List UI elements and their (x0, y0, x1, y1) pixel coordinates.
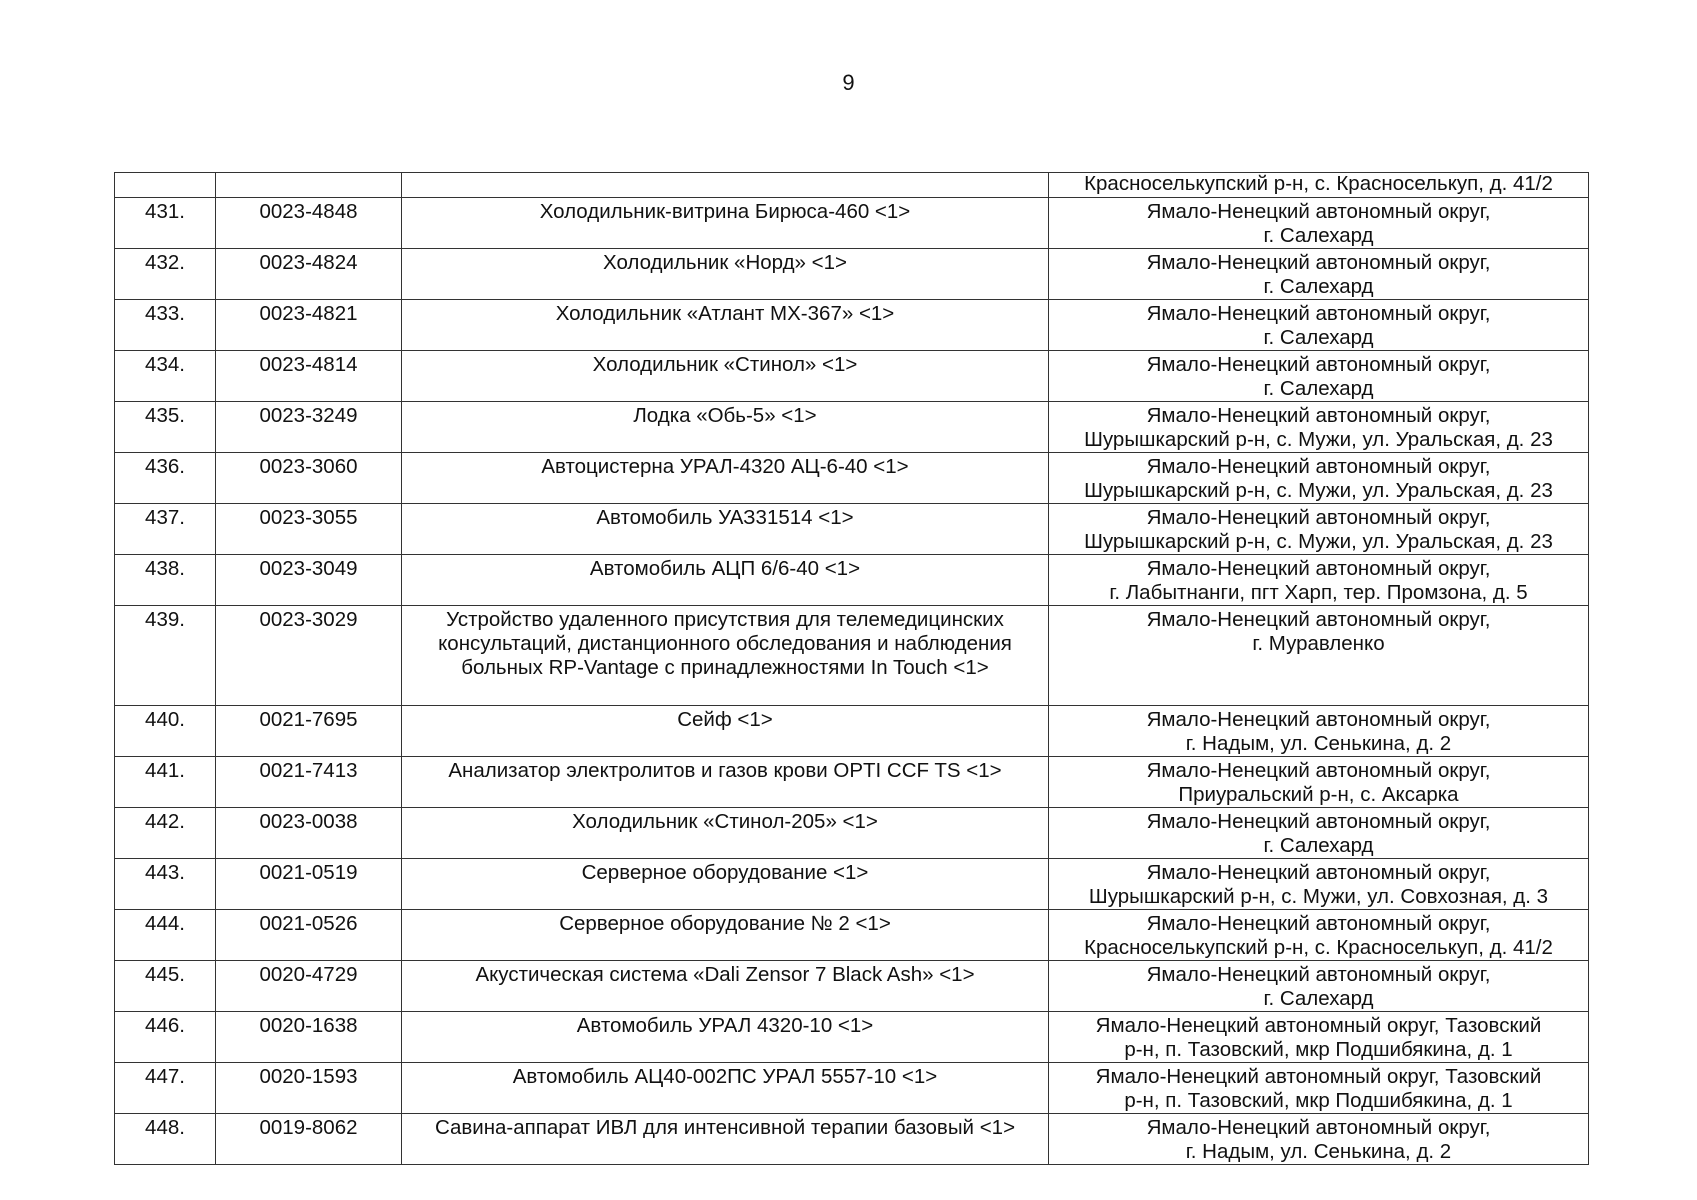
location-line: Шурышкарский р-н, с. Мужи, ул. Уральская, д. 23 (1084, 428, 1553, 451)
location-line: Ямало-Ненецкий автономный округ, (1146, 302, 1491, 325)
cell-num: 442. (115, 808, 216, 859)
cell-num: 433. (115, 300, 216, 351)
table-row (115, 1063, 1589, 1114)
cell-code: 0021-7695 (216, 706, 402, 757)
cell-location (1049, 504, 1589, 555)
table-row-continuation (115, 173, 1589, 198)
cell-code: 0023-4824 (216, 249, 402, 300)
cell-name: Анализатор электролитов и газов крови OPTI CCF TS <1> (402, 757, 1049, 808)
location-line: Ямало-Ненецкий автономный округ, (1146, 608, 1491, 631)
table-row (115, 961, 1589, 1012)
cell-num: 440. (115, 706, 216, 757)
cell-code: 0023-3249 (216, 402, 402, 453)
cell-location (1049, 1114, 1589, 1165)
cell-location (1049, 402, 1589, 453)
cell-location (1049, 757, 1589, 808)
location-line: Шурышкарский р-н, с. Мужи, ул. Уральская, д. 23 (1084, 479, 1553, 502)
cell-location (1049, 808, 1589, 859)
cell-name: Савина-аппарат ИВЛ для интенсивной терапии базовый <1> (402, 1114, 1049, 1165)
cell-code (216, 173, 402, 198)
location-line: г. Салехард (1263, 224, 1374, 247)
table-row (115, 198, 1589, 249)
table-row (115, 859, 1589, 910)
location-line: Ямало-Ненецкий автономный округ, (1146, 506, 1491, 529)
page-number: 9 (842, 70, 855, 95)
cell-name: Холодильник «Атлант МХ-367» <1> (402, 300, 1049, 351)
cell-num: 435. (115, 402, 216, 453)
table-row (115, 757, 1589, 808)
location-line: Ямало-Ненецкий автономный округ, Тазовский (1095, 1014, 1542, 1037)
cell-num: 447. (115, 1063, 216, 1114)
location-line: г. Муравленко (1252, 632, 1385, 655)
table-row (115, 402, 1589, 453)
location-line: Шурышкарский р-н, с. Мужи, ул. Уральская, д. 23 (1084, 530, 1553, 553)
cell-location (1049, 910, 1589, 961)
location-line: г. Надым, ул. Сенькина, д. 2 (1185, 732, 1452, 755)
cell-num: 444. (115, 910, 216, 961)
cell-name: Автомобиль АЦП 6/6-40 <1> (402, 555, 1049, 606)
cell-name: Автомобиль УАЗ31514 <1> (402, 504, 1049, 555)
location-line: Ямало-Ненецкий автономный округ, (1146, 708, 1491, 731)
cell-location (1049, 1012, 1589, 1063)
location-line: г. Салехард (1263, 275, 1374, 298)
cell-num: 434. (115, 351, 216, 402)
cell-code: 0023-3049 (216, 555, 402, 606)
location-line: Приуральский р-н, с. Аксарка (1178, 783, 1459, 806)
table-row (115, 706, 1589, 757)
location-line: г. Салехард (1263, 377, 1374, 400)
location-line: Ямало-Ненецкий автономный округ, (1146, 200, 1491, 223)
cell-code: 0023-0038 (216, 808, 402, 859)
location-line: Красноселькупский р-н, с. Красноселькуп, д. 41/2 (1084, 936, 1553, 959)
cell-name: Холодильник «Норд» <1> (402, 249, 1049, 300)
cell-location (1049, 453, 1589, 504)
location-line: Красноселькупский р-н, с. Красноселькуп, д. 41/2 (1084, 172, 1553, 195)
table-row (115, 249, 1589, 300)
cell-name: Сейф <1> (402, 706, 1049, 757)
location-line: г. Лабытнанги, пгт Харп, тер. Промзона, д. 5 (1109, 581, 1528, 604)
table-row (115, 1114, 1589, 1165)
cell-name: Холодильник «Стинол-205» <1> (402, 808, 1049, 859)
location-line: Ямало-Ненецкий автономный округ, (1146, 912, 1491, 935)
location-line: г. Салехард (1263, 987, 1374, 1010)
cell-num: 448. (115, 1114, 216, 1165)
cell-num (115, 173, 216, 198)
cell-location (1049, 198, 1589, 249)
location-line: Ямало-Ненецкий автономный округ, (1146, 963, 1491, 986)
table-row (115, 300, 1589, 351)
location-line: г. Салехард (1263, 834, 1374, 857)
cell-name: Автомобиль АЦ40-002ПС УРАЛ 5557-10 <1> (402, 1063, 1049, 1114)
cell-code: 0021-0526 (216, 910, 402, 961)
cell-code: 0023-3060 (216, 453, 402, 504)
cell-code: 0023-3055 (216, 504, 402, 555)
location-line: г. Надым, ул. Сенькина, д. 2 (1185, 1140, 1452, 1163)
cell-code: 0021-7413 (216, 757, 402, 808)
cell-num: 437. (115, 504, 216, 555)
cell-name: Холодильник-витрина Бирюса-460 <1> (402, 198, 1049, 249)
table-row (115, 555, 1589, 606)
cell-code: 0023-4848 (216, 198, 402, 249)
cell-location (1049, 606, 1589, 706)
cell-location (1049, 300, 1589, 351)
table-row (115, 504, 1589, 555)
location-line: г. Салехард (1263, 326, 1374, 349)
cell-name: Устройство удаленного присутствия для телемедицинских консультаций, дистанционного обследования и наблюдения больных RP-Vantage с принадлежностями In Touch <1> (402, 606, 1049, 706)
table-row (115, 808, 1589, 859)
location-line: р-н, п. Тазовский, мкр Подшибякина, д. 1 (1124, 1038, 1513, 1061)
table-row (115, 351, 1589, 402)
location-line: Ямало-Ненецкий автономный округ, (1146, 557, 1491, 580)
cell-code: 0019-8062 (216, 1114, 402, 1165)
cell-num: 431. (115, 198, 216, 249)
cell-code: 0020-1638 (216, 1012, 402, 1063)
cell-num: 438. (115, 555, 216, 606)
cell-location (1049, 859, 1589, 910)
location-line: Ямало-Ненецкий автономный округ, (1146, 861, 1491, 884)
location-line: Ямало-Ненецкий автономный округ, (1146, 404, 1491, 427)
cell-code: 0023-4821 (216, 300, 402, 351)
cell-name: Акустическая система «Dali Zensor 7 Black Ash» <1> (402, 961, 1049, 1012)
cell-name: Серверное оборудование <1> (402, 859, 1049, 910)
table-body (115, 173, 1589, 1165)
cell-name: Серверное оборудование № 2 <1> (402, 910, 1049, 961)
location-line: Ямало-Ненецкий автономный округ, (1146, 251, 1491, 274)
cell-code: 0023-3029 (216, 606, 402, 706)
cell-num: 439. (115, 606, 216, 706)
location-line: Ямало-Ненецкий автономный округ, Тазовский (1095, 1065, 1542, 1088)
cell-num: 446. (115, 1012, 216, 1063)
location-line: Ямало-Ненецкий автономный округ, (1146, 810, 1491, 833)
cell-num: 432. (115, 249, 216, 300)
cell-code: 0020-4729 (216, 961, 402, 1012)
location-line: Шурышкарский р-н, с. Мужи, ул. Совхозная, д. 3 (1088, 885, 1549, 908)
cell-location (1049, 249, 1589, 300)
table-row (115, 1012, 1589, 1063)
cell-name: Автомобиль УРАЛ 4320-10 <1> (402, 1012, 1049, 1063)
cell-location (1049, 706, 1589, 757)
cell-name: Лодка «Обь-5» <1> (402, 402, 1049, 453)
table-row (115, 453, 1589, 504)
cell-name (402, 173, 1049, 198)
table-row (115, 606, 1589, 706)
cell-location (1049, 961, 1589, 1012)
cell-num: 436. (115, 453, 216, 504)
location-line: р-н, п. Тазовский, мкр Подшибякина, д. 1 (1124, 1089, 1513, 1112)
cell-code: 0021-0519 (216, 859, 402, 910)
cell-num: 445. (115, 961, 216, 1012)
cell-code: 0023-4814 (216, 351, 402, 402)
cell-location (1049, 1063, 1589, 1114)
location-line: Ямало-Ненецкий автономный округ, (1146, 455, 1491, 478)
location-line: Ямало-Ненецкий автономный округ, (1146, 759, 1491, 782)
cell-location (1049, 351, 1589, 402)
cell-num: 443. (115, 859, 216, 910)
cell-code: 0020-1593 (216, 1063, 402, 1114)
cell-num: 441. (115, 757, 216, 808)
cell-name: Холодильник «Стинол» <1> (402, 351, 1049, 402)
cell-name: Автоцистерна УРАЛ-4320 АЦ-6-40 <1> (402, 453, 1049, 504)
property-registry-table (114, 172, 1589, 1165)
cell-location (1049, 555, 1589, 606)
location-line: Ямало-Ненецкий автономный округ, (1146, 353, 1491, 376)
location-line: Ямало-Ненецкий автономный округ, (1146, 1116, 1491, 1139)
table-row (115, 910, 1589, 961)
cell-location (1049, 173, 1589, 198)
